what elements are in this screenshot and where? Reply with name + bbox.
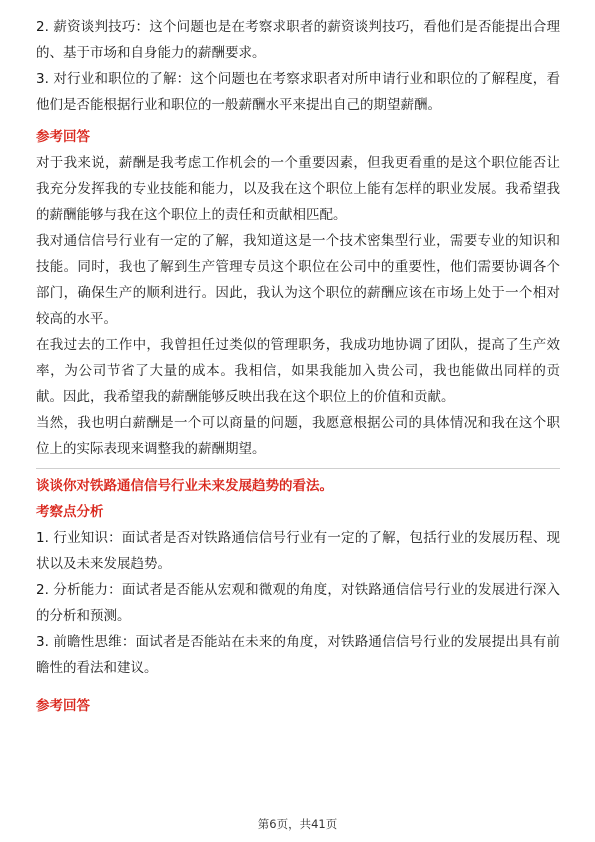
page-number: 第6页，共41页 bbox=[257, 817, 338, 831]
analysis-point: 2. 分析能力：面试者是否能从宏观和微观的角度，对铁路通信信号行业的发展进行深入的分析和预测。 bbox=[36, 582, 560, 624]
reference-answer-heading: 参考回答 bbox=[36, 698, 90, 714]
answer-paragraph: 我对通信信号行业有一定的了解，我知道这是一个技术密集型行业，需要专业的知识和技能。同时，我也了解到生产管理专员这个职位在公司中的重要性，他们需要协调各个部门，确保生产的顺利进行。因此，我认为这个职位的薪酬应该在市场上处于一个相对较高的水平。 bbox=[36, 233, 560, 327]
analysis-point: 1. 行业知识：面试者是否对铁路通信信号行业有一定的了解，包括行业的发展历程、现状以及未来发展趋势。 bbox=[36, 530, 560, 572]
question-title: 谈谈你对铁路通信信号行业未来发展趋势的看法。 bbox=[36, 478, 333, 494]
analysis-heading: 考察点分析 bbox=[36, 504, 104, 520]
answer-paragraph: 当然，我也明白薪酬是一个可以商量的问题，我愿意根据公司的具体情况和我在这个职位上的实际表现来调整我的薪酬期望。 bbox=[36, 415, 560, 457]
point-salary-negotiation: 2. 薪资谈判技巧：这个问题也是在考察求职者的薪资谈判技巧，看他们是否能提出合理的、基于市场和自身能力的薪酬要求。 bbox=[36, 19, 560, 61]
answer-paragraph: 在我过去的工作中，我曾担任过类似的管理职务，我成功地协调了团队，提高了生产效率，为公司节省了大量的成本。我相信，如果我能加入贵公司，我也能做出同样的贡献。因此，我希望我的薪酬能够反映出我在这个职位上的价值和贡献。 bbox=[36, 337, 560, 405]
analysis-point: 3. 前瞻性思维：面试者是否能站在未来的角度，对铁路通信信号行业的发展提出具有前瞻性的看法和建议。 bbox=[36, 634, 560, 676]
point-industry-knowledge: 3. 对行业和职位的了解：这个问题也在考察求职者对所申请行业和职位的了解程度，看他们是否能根据行业和职位的一般薪酬水平来提出自己的期望薪酬。 bbox=[36, 71, 560, 113]
document-page bbox=[36, 14, 560, 719]
section-divider bbox=[36, 468, 560, 469]
reference-answer-heading: 参考回答 bbox=[36, 129, 90, 145]
answer-paragraph: 对于我来说，薪酬是我考虑工作机会的一个重要因素，但我更看重的是这个职位能否让我充分发挥我的专业技能和能力，以及我在这个职位上能有怎样的职业发展。我希望我的薪酬能够与我在这个职位上的责任和贡献相匹配。 bbox=[36, 155, 560, 223]
